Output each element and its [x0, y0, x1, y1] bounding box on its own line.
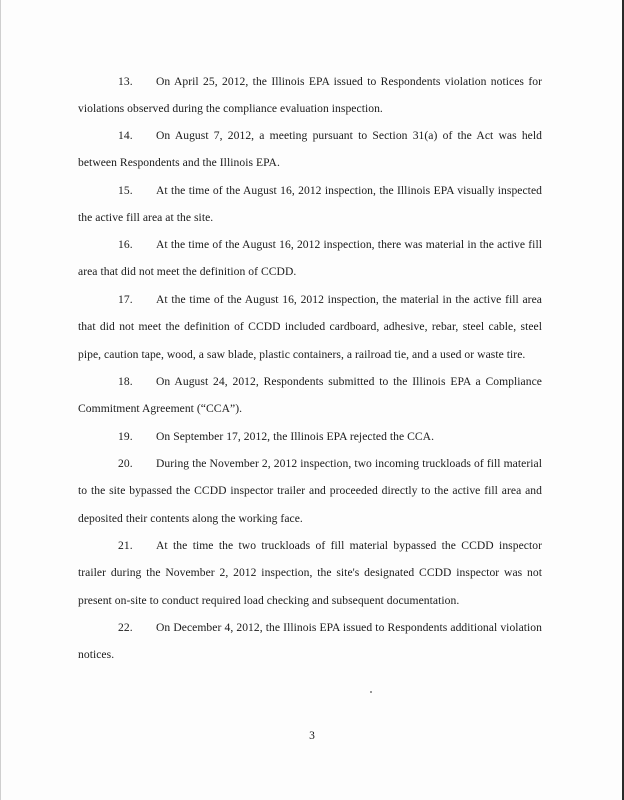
- page-number: 3: [309, 730, 315, 742]
- paragraph-number: 22.: [118, 621, 133, 634]
- paragraph-number: 21.: [118, 539, 133, 552]
- paragraph-number: 18.: [118, 375, 133, 388]
- paragraph-text: On December 4, 2012, the Illinois EPA issued to Respondents additional violation notices.: [78, 621, 542, 662]
- paragraph-18: [78, 368, 542, 423]
- paragraph-text: At the time of the August 16, 2012 inspection, there was material in the active fill area that did not meet the definition of CCDD.: [78, 238, 542, 279]
- paragraph-text: During the November 2, 2012 inspection, two incoming truckloads of fill material to the site bypassed the CCDD inspector trailer and proceeded directly to the active fill area and deposited their contents along the working face.: [78, 457, 542, 525]
- paragraph-text: At the time of the August 16, 2012 inspection, the material in the active fill area that did not meet the definition of CCDD included cardboard, adhesive, rebar, steel cable, steel pipe, caution tape, wood, a saw blade, plastic containers, a railroad tie, and a used or waste tire.: [78, 293, 542, 361]
- paragraph-number: 15.: [118, 184, 133, 197]
- paragraph-19: [78, 423, 542, 450]
- paragraph-number: 20.: [118, 457, 133, 470]
- paragraph-20: [78, 450, 542, 532]
- paragraph-16: [78, 231, 542, 286]
- paragraph-text: On September 17, 2012, the Illinois EPA rejected the CCA.: [156, 430, 435, 443]
- paragraph-13: [78, 68, 542, 123]
- paragraph-text: On August 24, 2012, Respondents submitted to the Illinois EPA a Compliance Commitment Agreement (“CCA”).: [78, 375, 542, 416]
- page-left-edge: [0, 0, 1, 800]
- paragraph-text: On August 7, 2012, a meeting pursuant to Section 31(a) of the Act was held between Respondents and the Illinois EPA.: [78, 129, 542, 170]
- scan-speck: [370, 691, 372, 693]
- paragraph-text: At the time the two truckloads of fill material bypassed the CCDD inspector trailer during the November 2, 2012 inspection, the site's designated CCDD inspector was not present on-site to conduct required load checking and subsequent documentation.: [78, 539, 542, 607]
- paragraph-17: [78, 286, 542, 368]
- paragraph-21: [78, 532, 542, 614]
- paragraph-text: On April 25, 2012, the Illinois EPA issued to Respondents violation notices for violations observed during the compliance evaluation inspection.: [78, 75, 542, 116]
- paragraph-number: 13.: [118, 75, 133, 88]
- paragraph-number: 14.: [118, 129, 133, 142]
- paragraph-14: [78, 122, 542, 177]
- paragraph-number: 16.: [118, 238, 133, 251]
- paragraph-15: [78, 177, 542, 232]
- paragraph-22: [78, 614, 542, 669]
- paragraph-text: At the time of the August 16, 2012 inspection, the Illinois EPA visually inspected the active fill area at the site.: [78, 184, 542, 225]
- paragraph-number: 19.: [118, 430, 133, 443]
- paragraph-number: 17.: [118, 293, 133, 306]
